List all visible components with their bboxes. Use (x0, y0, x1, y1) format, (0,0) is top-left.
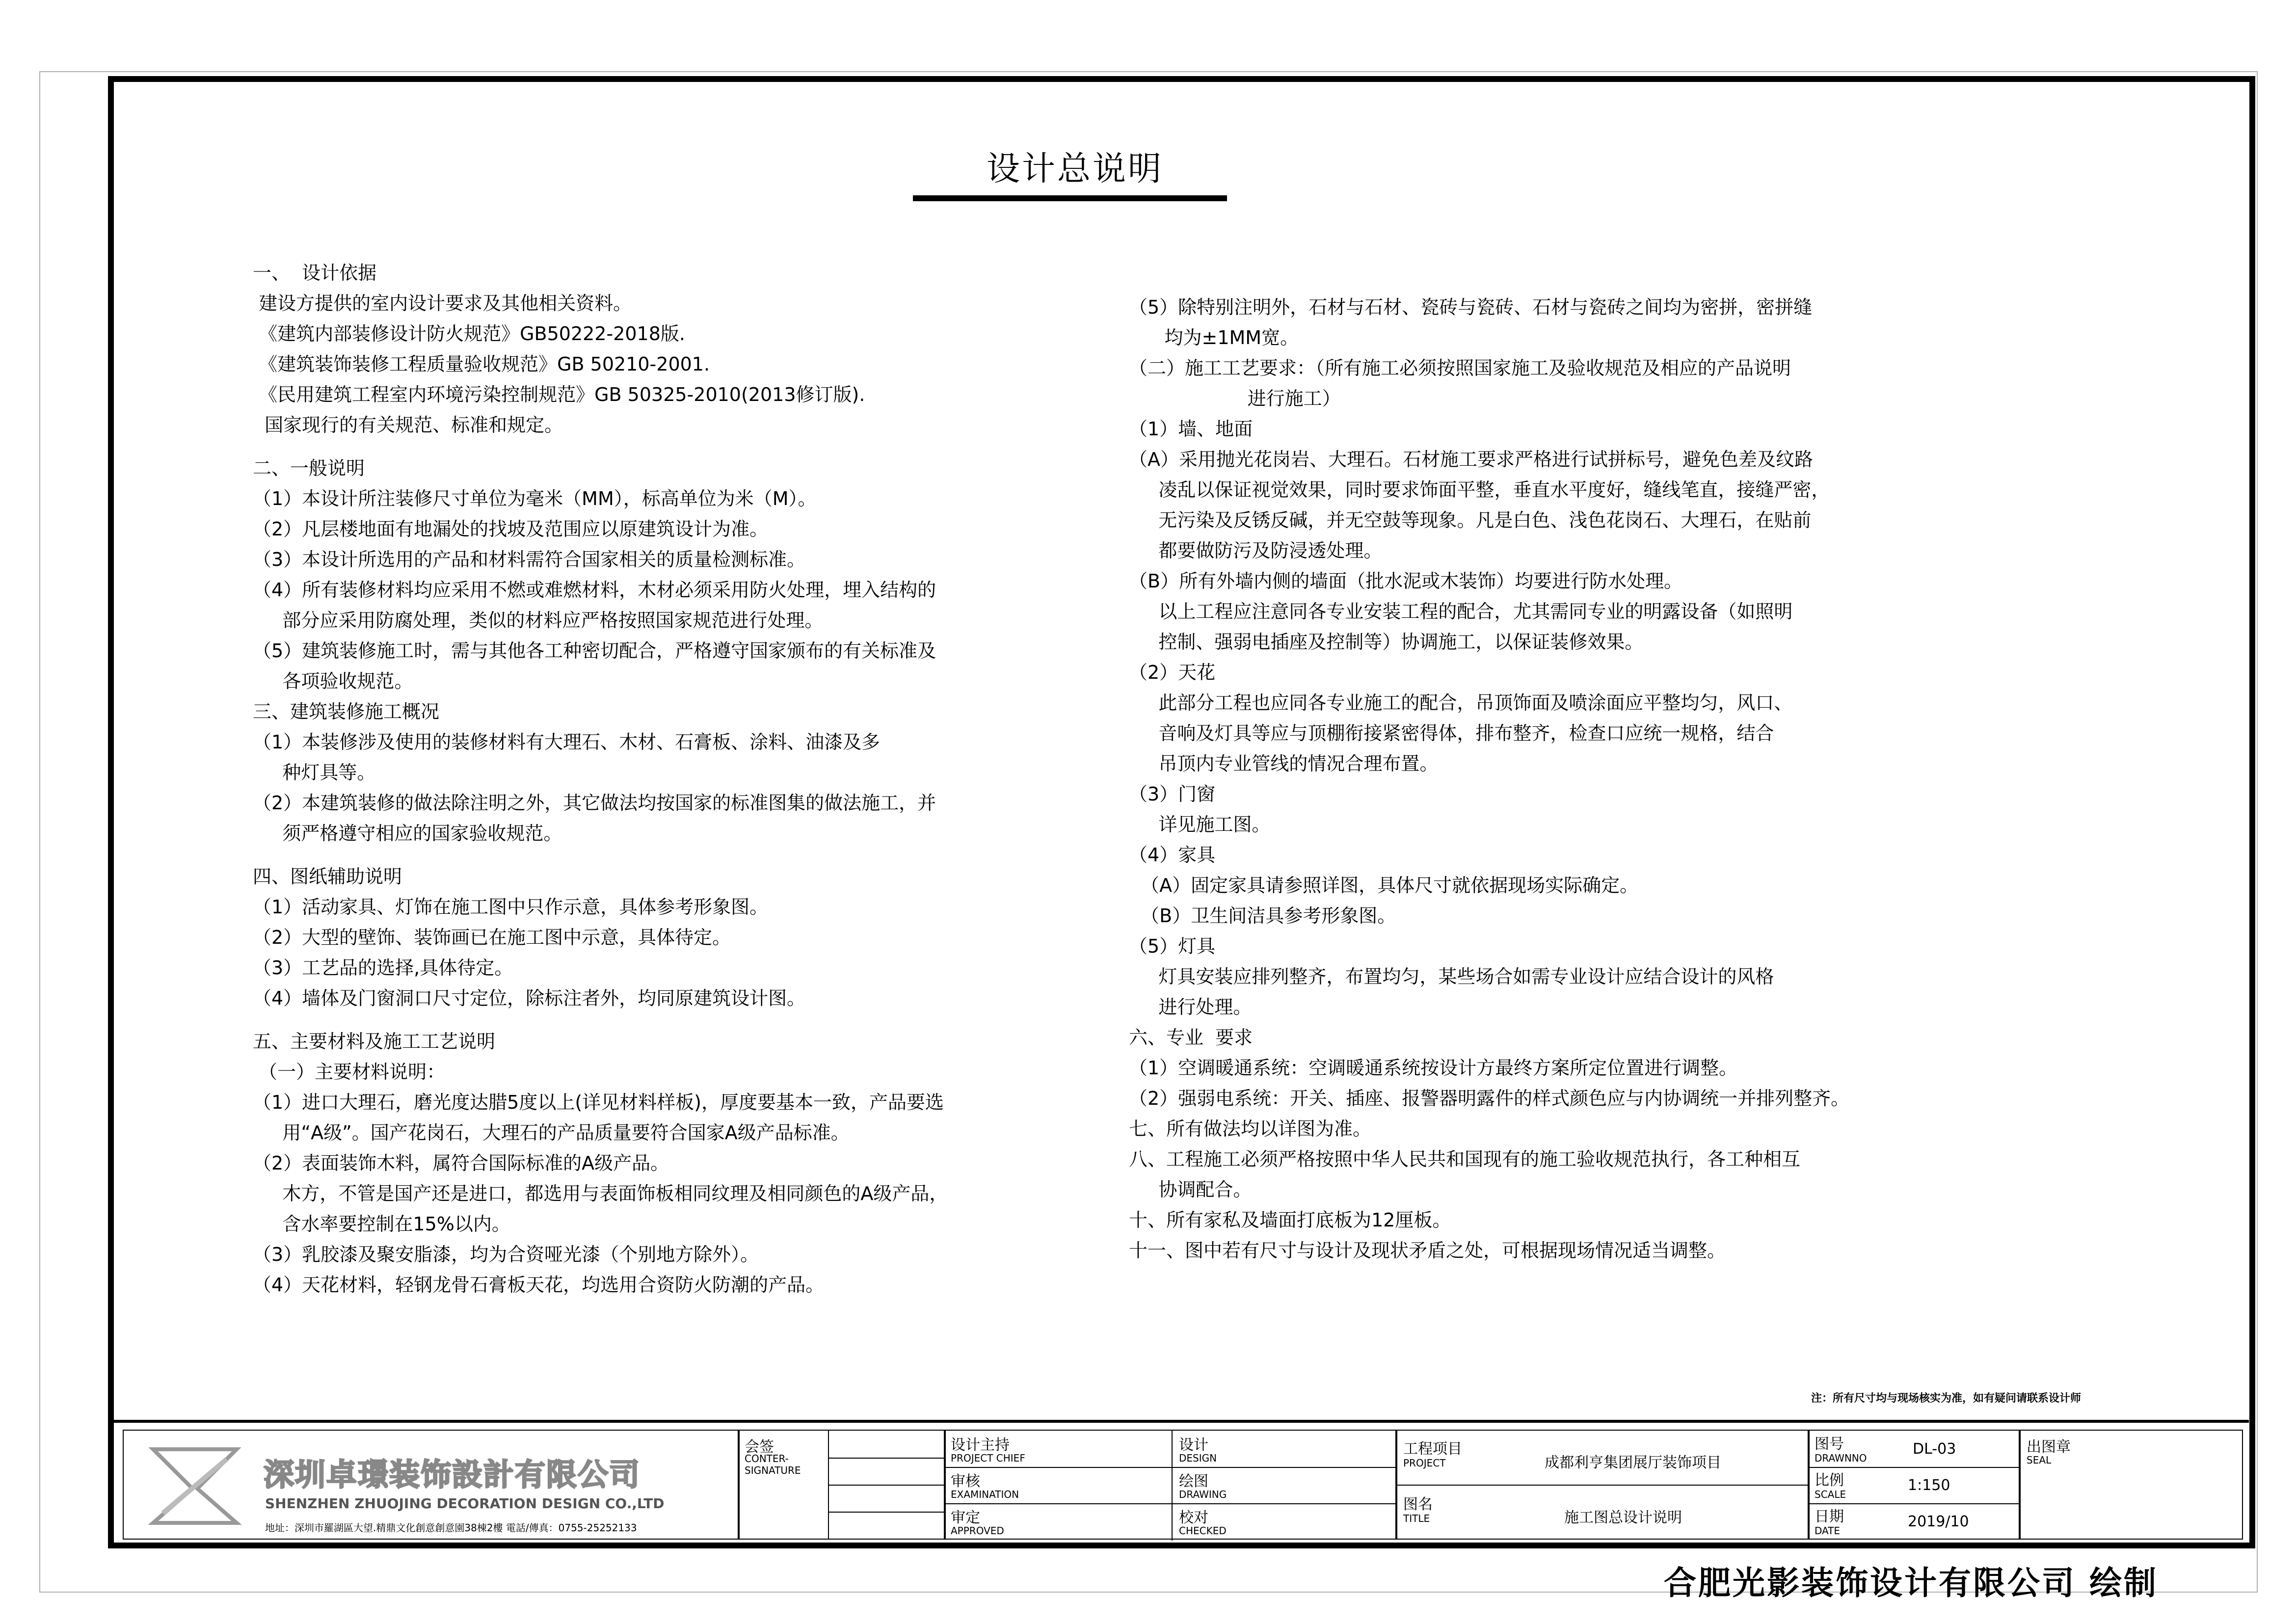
note-line: （3）乳胶漆及聚安脂漆，均为合资哑光漆（个别地方除外）。 (253, 1244, 759, 1265)
note-line: （1）进口大理石，磨光度达腊5度以上(详见材料样板)，厚度要基本一致，产品要选 (253, 1092, 944, 1113)
project-title-cell (1396, 1430, 1809, 1540)
note-line: （2）天花 (1129, 662, 1216, 683)
project-chief-label: 设计主持 (951, 1437, 1010, 1454)
right-notes-column (1129, 292, 1849, 1266)
drawing-title: 施工图总设计说明 (1564, 1509, 1682, 1526)
note-line: 四、图纸辅助说明 (253, 866, 402, 887)
footer-credit: 合肥光影装饰设计有限公司 绘制 (1664, 1564, 2158, 1602)
scale-label: 比例 (1815, 1472, 1844, 1489)
signature-grid (945, 1430, 1396, 1540)
note-line: 五、主要材料及施工工艺说明 (253, 1031, 496, 1052)
note-line: （二）施工工艺要求：（所有施工必须按照国家施工及验收规范及相应的产品说明 (1129, 357, 1791, 379)
drawing-no-value: DL-03 (1913, 1440, 1956, 1458)
note-line: 须严格遵守相应的国家验收规范。 (253, 823, 562, 844)
company-logo-icon (143, 1439, 246, 1533)
note-line: 七、所有做法均以详图为准。 (1129, 1118, 1372, 1140)
note-line: 详见施工图。 (1129, 814, 1271, 835)
note-line: （1）本装修涉及使用的装修材料有大理石、木材、石膏板、涂料、油漆及多 (253, 731, 881, 753)
note-line: 三、建筑装修施工概况 (253, 701, 440, 722)
note-line: 进行处理。 (1129, 996, 1252, 1018)
countersign-cell (739, 1430, 945, 1540)
project-label: 工程项目 (1403, 1440, 1462, 1458)
seal-cell (2020, 1430, 2243, 1540)
note-line: （2）本建筑装修的做法除注明之外，其它做法均按国家的标准图集的做法施工，并 (253, 792, 936, 814)
note-line: 此部分工程也应同各专业施工的配合，吊顶饰面及喷涂面应平整均匀，风口、 (1129, 692, 1793, 714)
scale-label-en: SCALE (1815, 1489, 1846, 1500)
note-line: 吊顶内专业管线的情况合理布置。 (1129, 753, 1439, 774)
note-line: 一、 设计依据 (253, 262, 377, 284)
note-line: 六、专业 要求 (1129, 1027, 1253, 1048)
note-line: 木方，不管是国产还是进口，都选用与表面饰板相同纹理及相同颜色的A级产品， (253, 1183, 948, 1204)
note-line: （A）采用抛光花岗岩、大理石。石材施工要求严格进行试拼标号，避免色差及纹路 (1129, 449, 1813, 470)
note-line: （1）空调暖通系统：空调暖通系统按设计方最终方案所定位置进行调整。 (1129, 1057, 1738, 1079)
note-line: 协调配合。 (1129, 1179, 1252, 1200)
note-line: （5）除特别注明外，石材与石材、瓷砖与瓷砖、石材与瓷砖之间均为密拼，密拼缝 (1129, 296, 1813, 318)
note-line: （5）建筑装修施工时，需与其他各工种密切配合，严格遵守国家颁布的有关标准及 (253, 640, 936, 662)
seal-label-en: SEAL (2027, 1454, 2052, 1466)
title-block (114, 1420, 2249, 1544)
scale-value: 1:150 (1908, 1477, 1950, 1494)
title-label-en: TITLE (1403, 1513, 1430, 1524)
spacer (253, 1013, 948, 1026)
examination-label-en: EXAMINATION (951, 1489, 1019, 1500)
note-line: （1）活动家具、灯饰在施工图中只作示意，具体参考形象图。 (253, 896, 769, 918)
checked-label-en: CHECKED (1179, 1525, 1227, 1537)
note-line: （2）大型的壁饰、装饰画已在施工图中示意，具体待定。 (253, 927, 731, 948)
project-label-en: PROJECT (1403, 1457, 1446, 1469)
note-line: 凌乱以保证视觉效果，同时要求饰面平整，垂直水平度好，缝线笔直，接缝严密， (1129, 479, 1830, 501)
note-line: 二、一般说明 (253, 457, 365, 479)
title-label: 图名 (1403, 1496, 1433, 1513)
note-line: 八、工程施工必须严格按照中华人民共和国现有的施工验收规范执行，各工种相互 (1129, 1148, 1801, 1170)
note-line: （B）所有外墙内侧的墙面（批水泥或木装饰）均要进行防水处理。 (1129, 570, 1683, 592)
drawing-label-en: DRAWING (1179, 1489, 1227, 1500)
checked-label: 校对 (1179, 1509, 1208, 1526)
note-line: 无污染及反锈反碱，并无空鼓等现象。凡是白色、浅色花岗石、大理石，在贴前 (1129, 509, 1812, 531)
approved-label: 审定 (951, 1509, 980, 1526)
note-line: 《民用建筑工程室内环境污染控制规范》GB 50325-2010(2013修订版). (253, 384, 865, 405)
examination-label: 审核 (951, 1473, 980, 1490)
note-line: 含水率要控制在15%以内。 (253, 1213, 510, 1235)
note-line: 控制、强弱电插座及控制等）协调施工，以保证装修效果。 (1129, 631, 1644, 653)
company-name-cn: 深圳卓璟装饰設計有限公司 (264, 1457, 641, 1492)
spacer (253, 849, 948, 861)
spacer (253, 440, 948, 453)
countersign-label-en: CONTER-SIGNATURE (745, 1453, 801, 1476)
title-underline (913, 195, 1227, 201)
project-name: 成都利亨集团展厅装饰项目 (1545, 1454, 1721, 1471)
note-line: 十一、图中若有尺寸与设计及现状矛盾之处，可根据现场情况适当调整。 (1129, 1240, 1726, 1261)
note-line: （5）灯具 (1129, 935, 1216, 957)
note-line: 种灯具等。 (253, 762, 376, 783)
company-name-en: SHENZHEN ZHUOJING DECORATION DESIGN CO.,LTD (265, 1495, 665, 1512)
note-line: 灯具安装应排列整齐，布置均匀，某些场合如需专业设计应结合设计的风格 (1129, 966, 1774, 987)
note-line: （4）天花材料，轻钢龙骨石膏板天花，均选用合资防火防潮的产品。 (253, 1274, 825, 1296)
note-line: 《建筑装饰装修工程质量验收规范》GB 50210-2001. (253, 353, 710, 375)
note-line: （3）门窗 (1129, 783, 1216, 805)
note-line: 都要做防污及防浸透处理。 (1129, 540, 1383, 561)
note-line: （2）强弱电系统：开关、插座、报警器明露件的样式颜色应与内协调统一并排列整齐。 (1129, 1088, 1850, 1109)
company-address: 地址：深圳市羅湖區大望.精鼎文化創意創意園38棟2樓 電話/傳真：0755-25252133 (265, 1522, 637, 1534)
note-line: 以上工程应注意同各专业安装工程的配合，尤其需同专业的明露设备（如照明 (1129, 601, 1793, 622)
note-line: （B）卫生间洁具参考形象图。 (1129, 905, 1396, 927)
note-line: 用“A级”。国产花岗石，大理石的产品质量要符合国家A级产品标准。 (253, 1122, 850, 1144)
approved-label-en: APPROVED (951, 1525, 1004, 1537)
date-label: 日期 (1815, 1508, 1844, 1525)
note-line: 进行施工） (1129, 388, 1341, 409)
drawing-label: 绘图 (1179, 1473, 1208, 1490)
note-line: （2）凡层楼地面有地漏处的找坡及范围应以原建筑设计为准。 (253, 518, 769, 540)
note-line: （1）墙、地面 (1129, 418, 1253, 440)
note-line: 部分应采用防腐处理，类似的材料应严格按照国家规范进行处理。 (253, 610, 824, 631)
note-line: （A）固定家具请参照详图，具体尺寸就依据现场实际确定。 (1129, 875, 1639, 896)
note-line: （4）家具 (1129, 844, 1216, 866)
project-chief-label-en: PROJECT CHIEF (951, 1452, 1025, 1464)
note-line: （4）所有装修材料均应采用不燃或难燃材料，木材必须采用防火处理，埋入结构的 (253, 579, 936, 601)
note-line: 均为±1MM宽。 (1129, 327, 1299, 348)
drawing-info-cell (1809, 1430, 2020, 1540)
note-line: 国家现行的有关规范、标准和规定。 (253, 414, 563, 436)
note-line: （3）工艺品的选择,具体待定。 (253, 957, 513, 979)
note-line: 《建筑内部装修设计防火规范》GB50222-2018版. (253, 323, 685, 345)
note-line: （一）主要材料说明： (253, 1061, 446, 1083)
note-line: 各项验收规范。 (253, 670, 413, 692)
date-value: 2019/10 (1908, 1513, 1969, 1530)
left-notes-column (253, 258, 948, 1300)
note-line: （3）本设计所选用的产品和材料需符合国家相关的质量检测标准。 (253, 549, 806, 570)
note-line: 十、所有家私及墙面打底板为12厘板。 (1129, 1209, 1451, 1231)
seal-label: 出图章 (2027, 1438, 2071, 1456)
note-line: 音响及灯具等应与顶棚衔接紧密得体，排布整齐，检查口应统一规格，结合 (1129, 722, 1774, 744)
note-line: 建设方提供的室内设计要求及其他相关资料。 (253, 293, 632, 314)
note-line: （2）表面装饰木料，属符合国际标准的A级产品。 (253, 1152, 669, 1174)
drawing-no-label-en: DRAWNNO (1815, 1452, 1867, 1464)
countersign-label: 会签 (745, 1438, 774, 1456)
note-line: （1）本设计所注装修尺寸单位为毫米（MM），标高单位为米（M）。 (253, 488, 817, 509)
date-label-en: DATE (1815, 1525, 1841, 1537)
company-cell (123, 1430, 739, 1540)
drawing-no-label: 图号 (1815, 1436, 1844, 1453)
page-title: 设计总说明 (986, 150, 1163, 188)
design-label: 设计 (1179, 1437, 1208, 1454)
design-label-en: DESIGN (1179, 1452, 1217, 1464)
dimension-note: 注：所有尺寸均与现场核实为准，如有疑问请联系设计师 (1811, 1392, 2082, 1405)
note-line: （4）墙体及门窗洞口尺寸定位，除标注者外，均同原建筑设计图。 (253, 987, 806, 1009)
